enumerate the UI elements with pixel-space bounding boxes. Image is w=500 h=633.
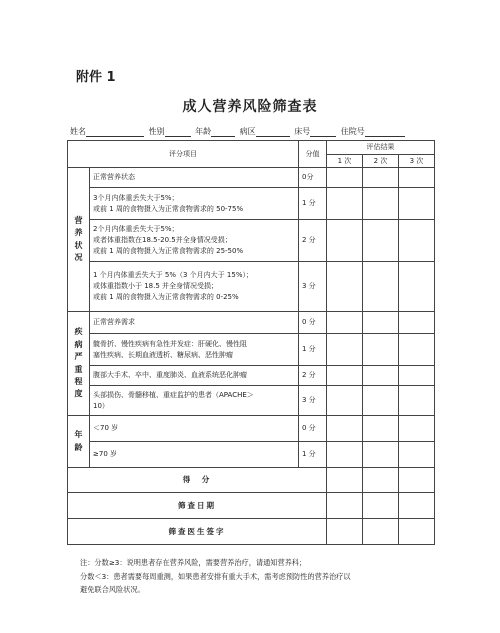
header-item: 评分项目 — [68, 141, 299, 168]
result-cell[interactable] — [399, 493, 435, 519]
result-cell[interactable] — [399, 366, 435, 386]
name-blank[interactable] — [86, 128, 144, 137]
ward-blank[interactable] — [256, 128, 290, 137]
item-score: 0 分 — [299, 416, 327, 442]
result-cell[interactable] — [327, 366, 363, 386]
note-line: 注：分数≥3：说明患者存在营养风险，需要营养治疗，请通知营养科； — [80, 558, 307, 567]
result-cell[interactable] — [399, 262, 435, 312]
item-text: 正常营养状态 — [90, 168, 299, 188]
result-cell[interactable] — [327, 334, 363, 366]
item-score: 1 分 — [299, 188, 327, 220]
admission-no-blank[interactable] — [365, 128, 405, 137]
item-text: 3个月内体重丢失大于5%； 或前 1 周的食物摄入为正常食物需求的 50-75% — [90, 188, 299, 220]
bed-blank[interactable] — [310, 128, 336, 137]
result-cell[interactable] — [399, 442, 435, 468]
result-cell[interactable] — [399, 188, 435, 220]
screening-table — [67, 140, 435, 545]
result-cell[interactable] — [327, 519, 363, 545]
result-cell[interactable] — [327, 468, 363, 493]
category-disease-severity: 疾 病 严 重 程 度 — [68, 312, 90, 416]
field-label-bed: 床号 — [294, 127, 311, 136]
item-score: 2 分 — [299, 220, 327, 262]
item-text: 2个月内体重丢失大于5%； 或者体重指数在18.5-20.5并全身情况受损； 或前 1 周的食物摄入为正常食物需求的 25-50% — [90, 220, 299, 262]
result-cell[interactable] — [363, 493, 399, 519]
result-cell[interactable] — [363, 442, 399, 468]
document-title: 成人营养风险筛查表 — [182, 99, 318, 115]
result-cell[interactable] — [363, 312, 399, 334]
attachment-label: 附件 1 — [76, 70, 116, 85]
header-round-3: 3 次 — [399, 155, 435, 168]
result-cell[interactable] — [363, 262, 399, 312]
result-cell[interactable] — [363, 519, 399, 545]
result-cell[interactable] — [327, 168, 363, 188]
sex-blank[interactable] — [165, 128, 191, 137]
category-age: 年 龄 — [68, 416, 90, 468]
result-cell[interactable] — [399, 168, 435, 188]
age-blank[interactable] — [211, 128, 235, 137]
result-cell[interactable] — [363, 386, 399, 416]
category-nutrition-status: 营 养 状 况 — [68, 168, 90, 312]
item-score: 1 分 — [299, 442, 327, 468]
header-round-2: 2 次 — [363, 155, 399, 168]
result-cell[interactable] — [363, 168, 399, 188]
item-text: 正常营养需求 — [90, 312, 299, 334]
result-cell[interactable] — [363, 334, 399, 366]
doctor-signature-label: 筛查医生签字 — [68, 519, 327, 545]
result-cell[interactable] — [399, 386, 435, 416]
item-text: 1 个月内体重丢失大于 5%（3 个月内大于 15%）； 或体重指数小于 18.5 并全身情况受损； 或前 1 周的食物摄入为正常食物需求的 0-25% — [90, 262, 299, 312]
patient-info-line — [70, 126, 470, 137]
item-score: 3 分 — [299, 262, 327, 312]
result-cell[interactable] — [327, 312, 363, 334]
item-text: 髋骨折、慢性疾病有急性并发症：肝硬化、慢性阻 塞性疾病、长期血液透析、糖尿病、恶性肿瘤 — [90, 334, 299, 366]
result-cell[interactable] — [363, 416, 399, 442]
header-result: 评估结果 — [327, 141, 435, 155]
note-line: 分数＜3：患者需要每周重测，如果患者安排有重大手术，需考虑预防性的营养治疗以 — [80, 571, 351, 581]
result-cell[interactable] — [363, 366, 399, 386]
header-round-1: 1 次 — [327, 155, 363, 168]
result-cell[interactable] — [399, 220, 435, 262]
item-text: ≥70 岁 — [90, 442, 299, 468]
field-label-sex: 性别 — [148, 127, 165, 136]
item-score: 1 分 — [299, 334, 327, 366]
result-cell[interactable] — [363, 220, 399, 262]
field-label-name: 姓名 — [70, 127, 86, 136]
field-label-age: 年龄 — [195, 127, 212, 136]
result-cell[interactable] — [363, 468, 399, 493]
result-cell[interactable] — [399, 312, 435, 334]
result-cell[interactable] — [399, 334, 435, 366]
result-cell[interactable] — [363, 188, 399, 220]
result-cell[interactable] — [327, 188, 363, 220]
item-text: 头部损伤、骨髓移植、重症监护的患者（APACHE＞ 10） — [90, 386, 299, 416]
result-cell[interactable] — [327, 386, 363, 416]
item-score: 2 分 — [299, 366, 327, 386]
result-cell[interactable] — [399, 519, 435, 545]
result-cell[interactable] — [327, 416, 363, 442]
result-cell[interactable] — [399, 468, 435, 493]
field-label-admission-no: 住院号 — [340, 127, 365, 136]
field-label-ward: 病区 — [239, 127, 256, 136]
item-score: 0 分 — [299, 312, 327, 334]
item-score: 0分 — [299, 168, 327, 188]
note-line: 避免联合风险状况。 — [80, 585, 145, 595]
result-cell[interactable] — [327, 493, 363, 519]
result-cell[interactable] — [327, 442, 363, 468]
screening-date-label: 筛查日期 — [68, 493, 327, 519]
notes — [80, 556, 460, 597]
result-cell[interactable] — [327, 262, 363, 312]
item-text: 腹部大手术、卒中、重度肺炎、血液系统恶化肿瘤 — [90, 366, 299, 386]
item-score: 3 分 — [299, 386, 327, 416]
item-text: ＜70 岁 — [90, 416, 299, 442]
result-cell[interactable] — [399, 416, 435, 442]
header-score: 分值 — [299, 141, 327, 168]
result-cell[interactable] — [327, 220, 363, 262]
total-score-label: 得 分 — [68, 468, 327, 493]
